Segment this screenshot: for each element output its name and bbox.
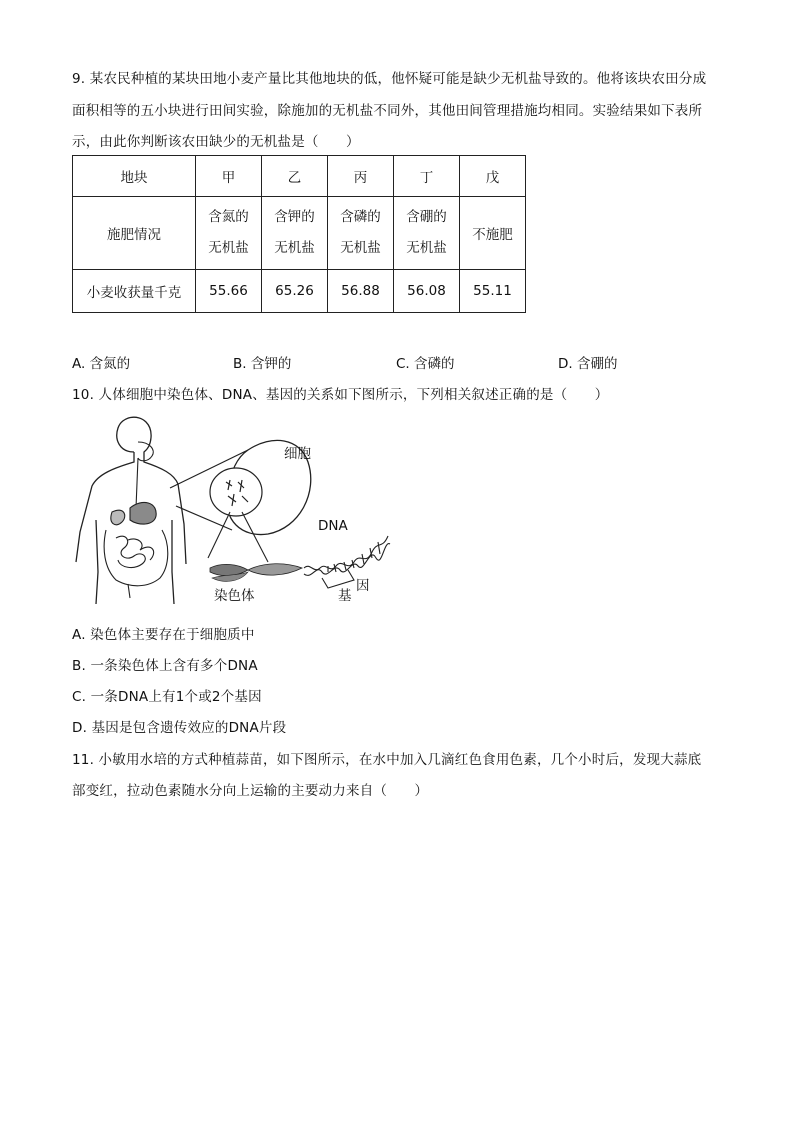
q11-stem-line-1: 11. 小敏用水培的方式种植蒜苗，如下图所示，在水中加入几滴红色食用色素，几个小时后，发现大蒜底 [72,752,702,768]
chromosome-shape [210,564,302,582]
fertilizer-text: 含钾的 [274,209,315,225]
q10-figure [72,412,392,616]
table-cell-fertilizer [328,197,394,270]
table-cell-plot: 甲 [196,156,262,197]
table-cell-yield: 65.26 [262,270,328,313]
table-cell-plot: 丙 [328,156,394,197]
digestive-tract [104,442,168,598]
body-cell-chromosome-dna-illustration [72,412,392,612]
q10-stem: 10. 人体细胞中染色体、DNA、基因的关系如下图所示，下列相关叙述正确的是（ ） [72,387,609,403]
table-cell-yield: 56.08 [394,270,460,313]
q11-stem-line-2: 部变红，拉动色素随水分向上运输的主要动力来自（ ） [72,783,429,799]
q9-option-a[interactable]: A. 含氮的 [72,356,131,372]
q10-option-b[interactable]: B. 一条染色体上含有多个DNA [72,658,258,674]
table-row-header: 地块 [73,156,196,197]
table-cell-yield: 56.88 [328,270,394,313]
table-cell-fertilizer [196,197,262,270]
fertilizer-text: 无机盐 [406,240,447,256]
q9-stem-line-1: 9. 某农民种植的某块田地小麦产量比其他地块的低，他怀疑可能是缺少无机盐导致的。他将该块农田分成 [72,71,707,87]
table-cell-plot: 丁 [394,156,460,197]
cell-nucleus [210,468,262,516]
fertilizer-text: 无机盐 [340,240,381,256]
q10-option-d[interactable]: D. 基因是包含遗传效应的DNA片段 [72,720,287,736]
table-cell-yield: 55.66 [196,270,262,313]
q9-stem-line-3: 示，由此你判断该农田缺少的无机盐是（ ） [72,134,360,150]
label-chromosome: 染色体 [214,588,255,604]
q9-option-d[interactable]: D. 含硼的 [558,356,618,372]
dna-helix [304,536,390,575]
table-cell-fertilizer [460,197,526,270]
table-row [73,156,526,197]
label-gene-char-2: 因 [356,578,370,594]
label-cell: 细胞 [284,446,311,462]
fertilizer-text: 含磷的 [340,209,381,225]
table-row-header: 施肥情况 [73,197,196,270]
q9-option-b[interactable]: B. 含钾的 [233,356,292,372]
table-cell-plot: 戊 [460,156,526,197]
table-row [73,270,526,313]
table-row [73,197,526,270]
table-cell-fertilizer [394,197,460,270]
table-cell-yield: 55.11 [460,270,526,313]
fertilizer-text: 含硼的 [406,209,447,225]
table-row-header: 小麦收获量千克 [73,270,196,313]
q9-option-c[interactable]: C. 含磷的 [396,356,455,372]
label-gene-char-1: 基 [338,588,352,604]
q10-option-a[interactable]: A. 染色体主要存在于细胞质中 [72,627,255,643]
label-dna: DNA [318,518,348,534]
fertilizer-text: 无机盐 [274,240,315,256]
q10-option-c[interactable]: C. 一条DNA上有1个或2个基因 [72,689,262,705]
table-cell-plot: 乙 [262,156,328,197]
fertilizer-text: 含氮的 [208,209,249,225]
q9-results-table [72,155,526,313]
fertilizer-text: 无机盐 [208,240,249,256]
q9-stem-line-2: 面积相等的五小块进行田间实验，除施加的无机盐不同外，其他田间管理措施均相同。实验结果如下表所 [72,103,703,119]
fertilizer-text: 不施肥 [472,227,513,243]
table-cell-fertilizer [262,197,328,270]
